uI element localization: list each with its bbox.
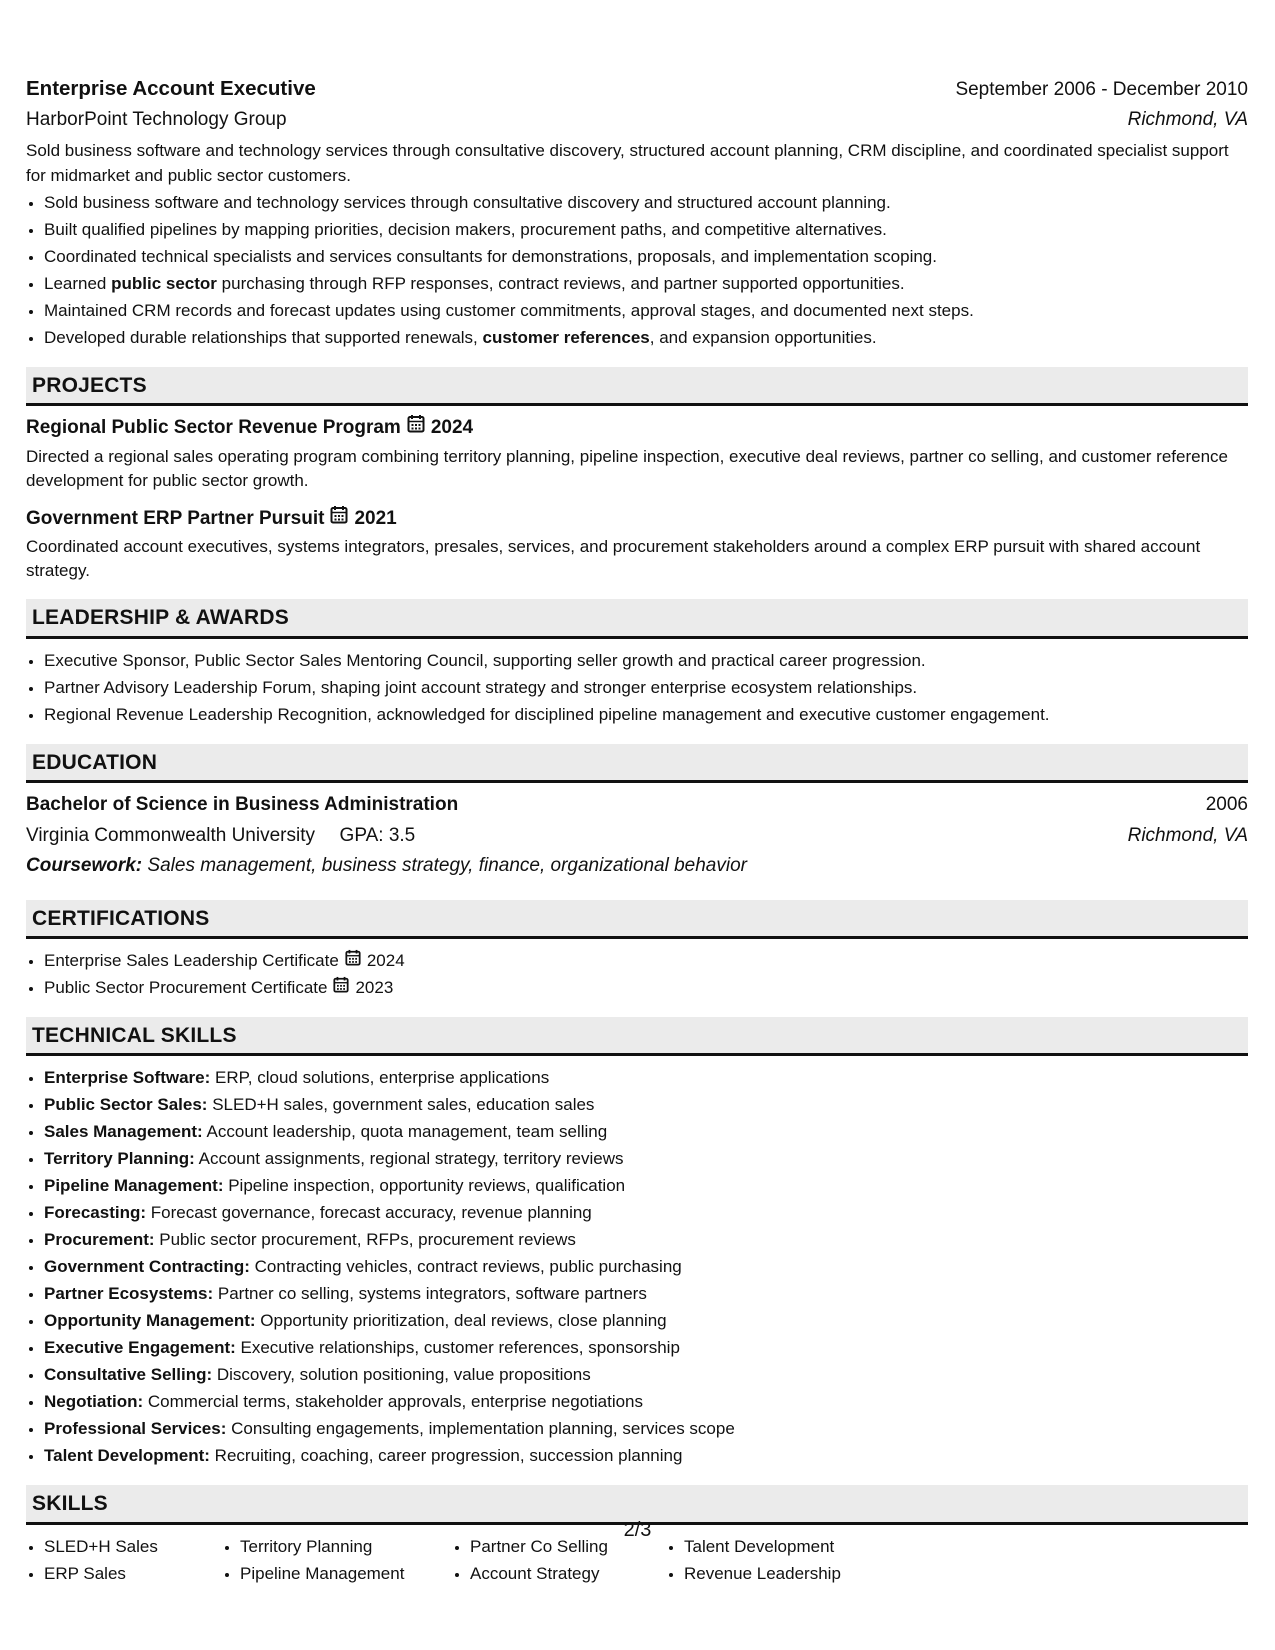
graduation-year: 2006 [1205, 793, 1248, 815]
skill-item: • Territory Planning [240, 1533, 452, 1560]
coursework [26, 852, 1248, 880]
technical-skill-item: • Talent Development: Recruiting, coaching, career progression, succession planning [44, 1442, 1248, 1469]
project-description: Directed a regional sales operating program combining territory planning, pipeline inspection, executive deal reviews, partner co selling, and customer reference development for public sector growth. [26, 446, 1228, 490]
skill-item: • SLED+H Sales [44, 1533, 222, 1560]
technical-skill-item: • Negotiation: Commercial terms, stakeholder approvals, enterprise negotiations [44, 1388, 1248, 1415]
skill-item: • Talent Development [684, 1533, 904, 1560]
leadership-item: • Regional Revenue Leadership Recognition, acknowledged for disciplined pipeline management and executive customer engagement. [44, 701, 1248, 728]
job-bullet: • Learned public sector purchasing through RFP responses, contract reviews, and partner supported opportunities. [44, 270, 1248, 297]
project-name: Government ERP Partner Pursuit [26, 507, 325, 529]
job-bullet: • Coordinated technical specialists and services consultants for demonstrations, proposals, and implementation scoping. [44, 243, 1248, 270]
skill-item: • Partner Co Selling [470, 1533, 666, 1560]
job-bullet: • Maintained CRM records and forecast updates using customer commitments, approval stages, and documented next steps. [44, 297, 1248, 324]
education-entry [26, 791, 1248, 880]
leadership-item: • Executive Sponsor, Public Sector Sales Mentoring Council, supporting seller growth and practical career progression. [44, 647, 1248, 674]
certification-list [26, 947, 1248, 1001]
technical-skill-item: • Pipeline Management: Pipeline inspection, opportunity reviews, qualification [44, 1172, 1248, 1199]
job-bullet: • Sold business software and technology services through consultative discovery and structured account planning. [44, 189, 1248, 216]
technical-skill-item: • Territory Planning: Account assignments, regional strategy, territory reviews [44, 1145, 1248, 1172]
coursework-list: Sales management, business strategy, finance, organizational behavior [147, 855, 747, 877]
calendar-icon [407, 414, 425, 442]
company-name: HarborPoint Technology Group [26, 108, 287, 130]
section-header-projects: PROJECTS [26, 367, 1248, 406]
degree-title: Bachelor of Science in Business Administration [26, 793, 459, 815]
job-title: Enterprise Account Executive [26, 77, 316, 100]
page-number: 2/3 [623, 1519, 652, 1541]
project-description: Coordinated account executives, systems integrators, presales, services, and procurement stakeholders around a complex ERP pursuit with shared account strategy. [26, 537, 1201, 581]
job-bullet: • Built qualified pipelines by mapping priorities, decision makers, procurement paths, and competitive alternatives. [44, 216, 1248, 243]
calendar-icon [333, 974, 349, 1001]
calendar-icon [330, 505, 348, 533]
technical-skill-item: • Procurement: Public sector procurement, RFPs, procurement reviews [44, 1226, 1248, 1253]
certification-item [44, 974, 1248, 1001]
project-year: 2021 [354, 507, 397, 529]
leadership-list [26, 647, 1248, 728]
section-header-technical-skills: TECHNICAL SKILLS [26, 1017, 1248, 1056]
technical-skill-item: • Executive Engagement: Executive relationships, customer references, sponsorship [44, 1334, 1248, 1361]
job-summary: Sold business software and technology services through consultative discovery, structured account planning, CRM discipline, and coordinated specialist support for midmarket and public sector customers. [26, 141, 1229, 185]
skill-item: • Account Strategy [470, 1560, 666, 1587]
section-header-leadership: LEADERSHIP & AWARDS [26, 599, 1248, 638]
gpa: GPA: 3.5 [339, 824, 416, 846]
technical-skill-item: • Opportunity Management: Opportunity prioritization, deal reviews, close planning [44, 1307, 1248, 1334]
skill-item: • Pipeline Management [240, 1560, 452, 1587]
project-entry [26, 414, 1248, 493]
section-header-education: EDUCATION [26, 744, 1248, 783]
skill-item: • ERP Sales [44, 1560, 222, 1587]
certification-item [44, 947, 1248, 974]
technical-skill-item: • Sales Management: Account leadership, quota management, team selling [44, 1118, 1248, 1145]
technical-skill-item: • Forecasting: Forecast governance, forecast accuracy, revenue planning [44, 1199, 1248, 1226]
certification-year: 2024 [366, 951, 405, 971]
leadership-item: • Partner Advisory Leadership Forum, shaping joint account strategy and stronger enterprise ecosystem relationships. [44, 674, 1248, 701]
technical-skill-item: • Public Sector Sales: SLED+H sales, government sales, education sales [44, 1091, 1248, 1118]
school-name: Virginia Commonwealth University [26, 824, 315, 846]
technical-skill-item: • Partner Ecosystems: Partner co selling, systems integrators, software partners [44, 1280, 1248, 1307]
job-entry [26, 74, 1248, 351]
resume-page [26, 74, 1248, 1587]
technical-skills-list [26, 1064, 1248, 1469]
job-location: Richmond, VA [1127, 108, 1248, 130]
section-header-certifications: CERTIFICATIONS [26, 900, 1248, 939]
school-location: Richmond, VA [1127, 824, 1248, 846]
technical-skill-item: • Government Contracting: Contracting vehicles, contract reviews, public purchasing [44, 1253, 1248, 1280]
project-year: 2024 [430, 416, 474, 438]
skill-item: • Revenue Leadership [684, 1560, 904, 1587]
job-dates: September 2006 - December 2010 [955, 79, 1248, 100]
calendar-icon [345, 947, 361, 974]
certification-year: 2023 [355, 978, 394, 998]
technical-skill-item: • Professional Services: Consulting engagements, implementation planning, services scope [44, 1415, 1248, 1442]
certification-name: • Public Sector Procurement Certificate [44, 978, 328, 998]
certification-name: • Enterprise Sales Leadership Certificate [44, 951, 339, 971]
job-bullet: • Developed durable relationships that supported renewals, customer references, and expansion opportunities. [44, 324, 1248, 351]
job-bullets [26, 189, 1248, 351]
project-entry [26, 505, 1248, 584]
project-name: Regional Public Sector Revenue Program [26, 416, 401, 438]
section-header-skills: SKILLS [26, 1485, 1248, 1524]
coursework-label: Coursework: [26, 855, 143, 877]
technical-skill-item: • Enterprise Software: ERP, cloud solutions, enterprise applications [44, 1064, 1248, 1091]
technical-skill-item: • Consultative Selling: Discovery, solution positioning, value propositions [44, 1361, 1248, 1388]
